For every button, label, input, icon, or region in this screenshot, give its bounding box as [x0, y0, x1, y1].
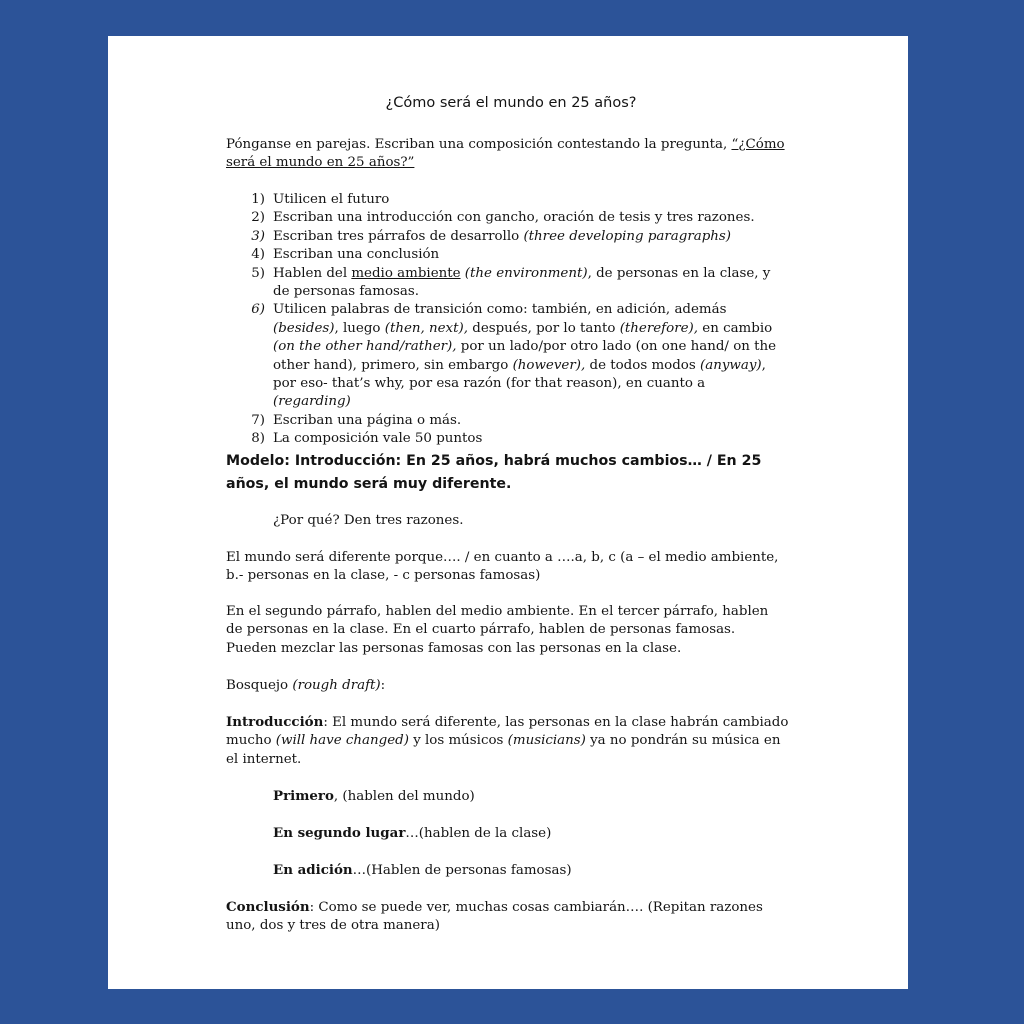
list-text-translation: (besides) [273, 320, 335, 336]
list-number: 5) [251, 265, 265, 281]
intro-question: “¿Cómo será el mundo en 25 años?” [226, 137, 785, 171]
second-point-label: En segundo lugar [273, 825, 406, 841]
list-item [226, 228, 786, 246]
list-item [226, 412, 786, 430]
list-text-translation: (therefore), [619, 320, 699, 336]
rough-draft-translation: (rough draft) [292, 678, 381, 693]
draft-conclusion [226, 898, 791, 936]
list-item [226, 430, 786, 448]
first-point-label: Primero [273, 788, 334, 804]
list-text-translation: (regarding) [273, 394, 351, 410]
list-text-part: en cambio [698, 320, 773, 336]
draft-third-point [226, 861, 572, 880]
intro-text: Pónganse en parejas. Escriban una composición contestando la pregunta, [226, 137, 732, 152]
list-text-translation: (on the other hand/rather), [273, 339, 457, 355]
document-title: ¿Cómo será el mundo en 25 años? [385, 95, 637, 111]
list-text-underlined: medio ambiente [351, 265, 461, 281]
list-number: 1) [251, 192, 265, 207]
draft-translation: (musicians) [507, 733, 586, 749]
list-number: 7) [251, 412, 265, 428]
list-text: La composición vale 50 puntos [273, 431, 483, 447]
draft-translation: (will have changed) [275, 733, 409, 749]
third-point-text: …(Hablen de personas famosas) [352, 863, 572, 878]
first-point-text: , (hablen del mundo) [333, 789, 475, 804]
draft-text: : El mundo será diferente, las personas en la clase habrán cambiado mucho [226, 715, 789, 749]
list-text: Escriban una conclusión [273, 247, 440, 263]
list-text-translation: (however), [512, 357, 586, 373]
list-number: 8) [251, 431, 265, 447]
list-item [226, 301, 786, 411]
paragraphs-guidance: En el segundo párrafo, hablen del medio ambiente. En el tercer párrafo, hablen de personas en la clase. En el cuarto párrafo, hablen de personas famosas. Pueden mezclar las personas famosas con las personas en la clase. [226, 604, 769, 656]
list-number: 4) [251, 247, 265, 263]
instructions-list [226, 191, 786, 449]
draft-second-point [226, 824, 551, 843]
document-page [108, 36, 908, 989]
list-text [273, 265, 786, 302]
rough-draft-text: Bosquejo [226, 678, 293, 693]
list-text: Escriban una introducción con gancho, oración de tesis y tres razones. [273, 210, 755, 226]
list-text [273, 228, 786, 246]
conclusion-label: Conclusión [226, 899, 310, 915]
list-text: Utilicen el futuro [273, 192, 390, 207]
list-text-part: de todos modos [585, 357, 700, 373]
list-item [226, 246, 786, 264]
conclusion-text: : Como se puede ver, muchas cosas cambiarán…. (Repitan razones uno, dos y tres de otra manera) [226, 900, 763, 934]
why-prompt: ¿Por qué? Den tres razones. [273, 513, 464, 528]
list-text-part: , de personas en la clase, y de personas famosas. [273, 265, 771, 300]
draft-introduction [226, 713, 791, 769]
list-text-part: , por eso- that’s why, por esa razón (for that reason), en cuanto a [273, 357, 766, 392]
list-number: 2) [251, 210, 265, 226]
list-text-translation: (three developing paragraphs) [523, 228, 732, 244]
list-text-translation: (then, next), [384, 320, 468, 336]
list-text-part: Escriban tres párrafos de desarrollo [273, 228, 524, 244]
third-point-label: En adición [273, 862, 353, 878]
draft-first-point [226, 787, 475, 806]
list-text-translation: (anyway) [699, 357, 762, 373]
list-text-part: , luego [334, 320, 385, 336]
list-text [273, 301, 786, 411]
list-number: 6) [251, 302, 265, 318]
draft-text: y los músicos [408, 733, 508, 749]
list-text-part: Utilicen palabras de transición como: también, en adición, además [273, 302, 727, 318]
list-text: Escriban una página o más. [273, 412, 462, 428]
draft-text: ya no pondrán su música en el internet. [226, 733, 781, 767]
model-heading: Modelo: Introducción: En 25 años, habrá muchos cambios… / En 25 años, el mundo será muy diferente. [226, 453, 762, 492]
list-text-part: por un lado/por otro lado (on one hand/ on the other hand), primero, sin embargo [273, 339, 777, 373]
rough-draft-label [226, 677, 385, 695]
assignment-intro [226, 136, 786, 173]
reasons-paragraph: El mundo será diferente porque…. / en cuanto a ….a, b, c (a – el medio ambiente, b.- personas en la clase, - c personas famosas) [226, 550, 779, 584]
second-point-text: …(hablen de la clase) [405, 826, 552, 841]
list-text-part: Hablen del [273, 265, 352, 281]
list-item [226, 191, 786, 209]
draft-introduction-label: Introducción [226, 714, 324, 730]
list-text-translation: (the environment) [460, 265, 588, 281]
list-number: 3) [251, 228, 265, 244]
list-text-part: después, por lo tanto [467, 320, 620, 336]
list-item [226, 209, 786, 227]
rough-draft-colon: : [380, 678, 386, 693]
list-item [226, 265, 786, 302]
